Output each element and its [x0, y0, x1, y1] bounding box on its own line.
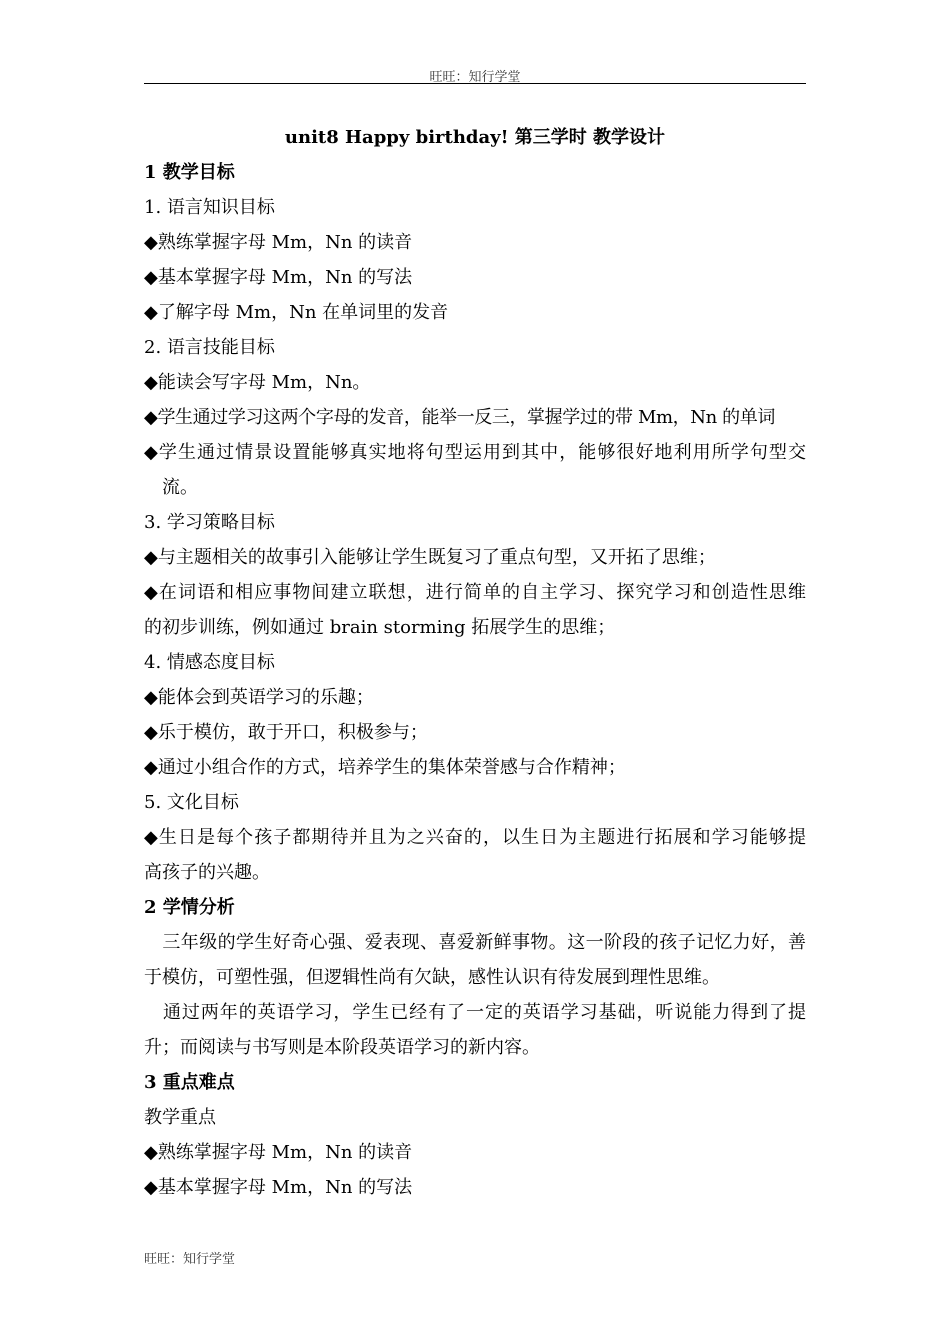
- text-line: 流。: [144, 477, 198, 498]
- page-footer: 旺旺：知行学堂: [144, 1252, 236, 1267]
- text-line: ◆基本掌握字母 Mm，Nn 的写法: [144, 1177, 413, 1198]
- text-line: ◆乐于模仿，敢于开口，积极参与；: [144, 722, 428, 743]
- text-line: ◆通过小组合作的方式，培养学生的集体荣誉感与合作精神；: [144, 757, 626, 778]
- text-line: ◆学生通过情景设置能够真实地将句型运用到其中，能够很好地利用所学句型交: [144, 442, 806, 463]
- text-line: ◆学生通过学习这两个字母的发音，能举一反三，掌握学过的带 Mm，Nn 的单词: [144, 407, 775, 428]
- text-line: ◆能读会写字母 Mm，Nn。: [144, 372, 371, 393]
- text-line: 4. 情感态度目标: [144, 652, 275, 673]
- text-line: 教学重点: [144, 1107, 216, 1128]
- document-title: unit8 Happy birthday! 第三学时 教学设计: [284, 127, 666, 148]
- section-heading: 3 重点难点: [144, 1072, 235, 1093]
- text-line: 的初步训练，例如通过 brain storming 拓展学生的思维；: [144, 617, 616, 638]
- text-line: ◆生日是每个孩子都期待并且为之兴奋的，以生日为主题进行拓展和学习能够提: [144, 827, 806, 848]
- text-line: ◆熟练掌握字母 Mm，Nn 的读音: [144, 1142, 413, 1163]
- text-line: 3. 学习策略目标: [144, 512, 275, 533]
- section-heading: 1 教学目标: [144, 162, 235, 183]
- text-line: 于模仿，可塑性强，但逻辑性尚有欠缺，感性认识有待发展到理性思维。: [144, 967, 720, 988]
- section-heading: 2 学情分析: [144, 897, 235, 918]
- document-lines: [144, 155, 806, 1205]
- text-line: ◆了解字母 Mm，Nn 在单词里的发音: [144, 302, 449, 323]
- text-line: 5. 文化目标: [144, 792, 239, 813]
- text-line: 1. 语言知识目标: [144, 197, 275, 218]
- page-header: 旺旺：知行学堂: [429, 70, 521, 85]
- text-line: ◆与主题相关的故事引入能够让学生既复习了重点句型，又开拓了思维；: [144, 547, 716, 568]
- header-rule: [144, 83, 806, 84]
- text-line: ◆在词语和相应事物间建立联想，进行简单的自主学习、探究学习和创造性思维: [144, 582, 806, 603]
- text-line: 高孩子的兴趣。: [144, 862, 270, 883]
- document-body: [144, 120, 806, 1205]
- text-line: 2. 语言技能目标: [144, 337, 275, 358]
- text-line: 升；而阅读与书写则是本阶段英语学习的新内容。: [144, 1037, 540, 1058]
- text-line: ◆熟练掌握字母 Mm，Nn 的读音: [144, 232, 413, 253]
- text-line: 三年级的学生好奇心强、爱表现、喜爱新鲜事物。这一阶段的孩子记忆力好，善: [144, 932, 806, 953]
- text-line: ◆基本掌握字母 Mm，Nn 的写法: [144, 267, 413, 288]
- text-line: ◆能体会到英语学习的乐趣；: [144, 687, 374, 708]
- text-line: 通过两年的英语学习，学生已经有了一定的英语学习基础，听说能力得到了提: [144, 1002, 806, 1023]
